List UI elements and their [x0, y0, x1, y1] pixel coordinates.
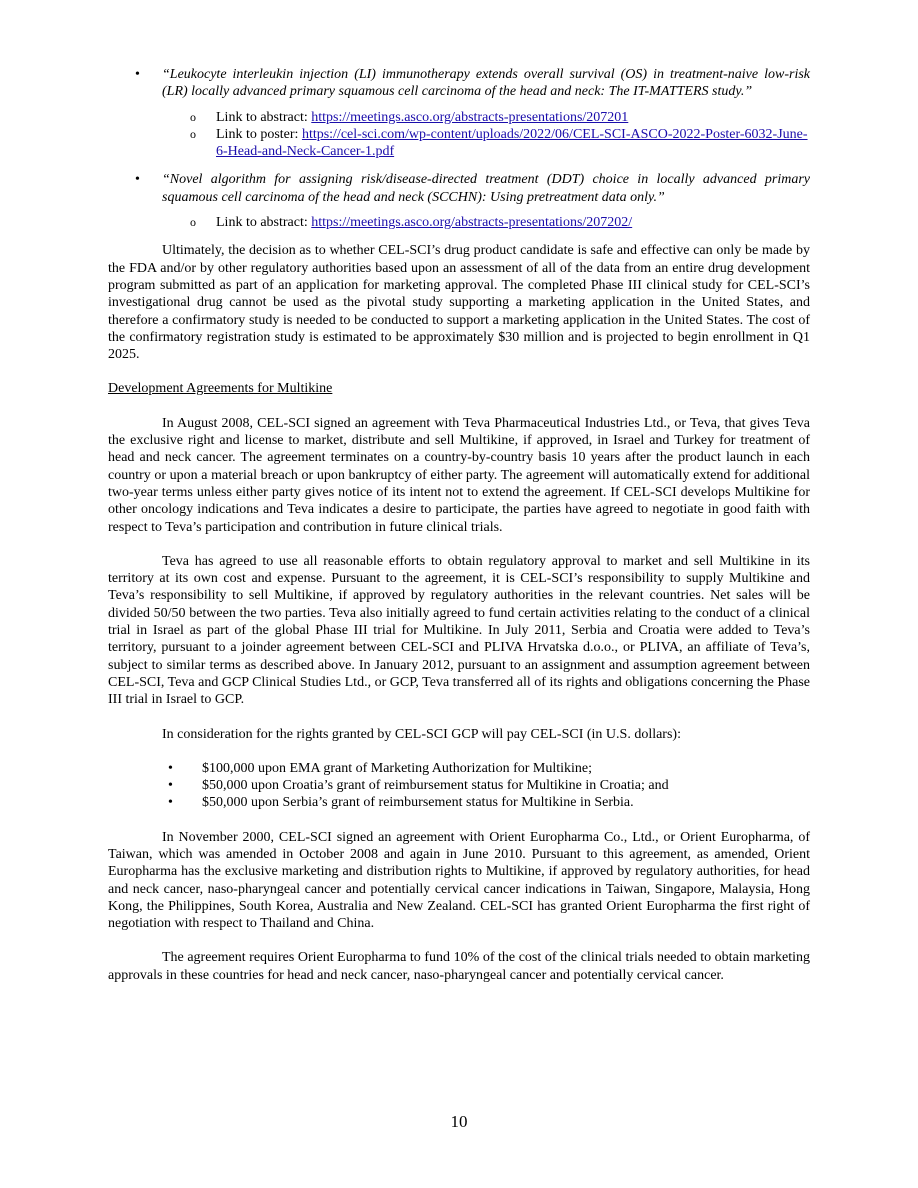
- bullet-icon: •: [168, 760, 173, 776]
- link-item: [162, 214, 810, 231]
- abstract-link[interactable]: https://meetings.asco.org/abstracts-presentations/207202/: [311, 215, 633, 231]
- presentation-item: [108, 66, 810, 160]
- link-item: [162, 126, 810, 161]
- bullet-icon: •: [168, 778, 173, 794]
- section-heading: Development Agreements for Multikine: [108, 381, 333, 397]
- paragraph-teva-obligations: Teva has agreed to use all reasonable efforts to obtain regulatory approval to market and sell Multikine in its territory at its own cost and expense. Pursuant to the agreement, it is CEL-SCI’s responsibility to supply Multikine and Teva’s responsibility to sell Multikine, if approved by regulatory authorities in the relevant countries. Net sales will be divided 50/50 between the two parties. Teva also initially agreed to fund certain activities relating to the conduct of a clinical trial in Israel as part of the global Phase III trial for Multikine. In July 2011, Serbia and Croatia were added to Teva’s territory, pursuant to a joinder agreement between CEL-SCI and PLIVA Hrvatska d.o.o., or PLIVA, an affiliate of Teva’s, subject to similar terms as described above. In January 2012, pursuant to an assignment and assumption agreement between CEL-SCI, Teva and GCP Clinical Studies Ltd., or GCP, Teva transferred all of its rights and obligations concerning the Phase III trial in Israel to GCP.: [108, 553, 810, 708]
- bullet-icon: •: [168, 795, 173, 811]
- bullet-icon: •: [135, 67, 140, 82]
- payment-item: [108, 794, 810, 811]
- abstract-link[interactable]: https://meetings.asco.org/abstracts-presentations/207201: [311, 109, 629, 125]
- page-number: 10: [450, 1112, 468, 1131]
- poster-link[interactable]: https://cel-sci.com/wp-content/uploads/2022/06/CEL-SCI-ASCO-2022-Poster-6032-June-6-Head-and-Neck-Cancer-1.pdf: [216, 126, 808, 160]
- paragraph-fda-approval: Ultimately, the decision as to whether CEL-SCI’s drug product candidate is safe and effective can only be made by the FDA and/or by other regulatory authorities based upon an assessment of all of the data from an entire drug development program submitted as part of an application for marketing approval. The completed Phase III clinical study for CEL-SCI’s investigational drug cannot be used as the pivotal study supporting a marketing application in the United States, and therefore a confirmatory study is needed to be conducted to support a marketing application in the United States. The cost of the confirmatory registration study is estimated to be approximately $30 million and is projected to begin enrollment in Q1 2025.: [108, 243, 810, 363]
- presentation-list: [108, 66, 810, 231]
- paragraph-consideration: In consideration for the rights granted by CEL-SCI GCP will pay CEL-SCI (in U.S. dollars):: [162, 726, 681, 742]
- paragraph-orient-funding: The agreement requires Orient Europharma to fund 10% of the cost of the clinical trials needed to obtain marketing approvals in these countries for head and neck cancer, naso-pharyngeal cancer and potentially cervical cancer.: [108, 950, 810, 983]
- presentation-title: “Novel algorithm for assigning risk/disease-directed treatment (DDT) choice in locally advanced primary squamous cell carcinoma of the head and neck (SCCHN): Using pretreatment data only.”: [162, 172, 810, 205]
- link-label: Link to abstract:: [216, 109, 312, 125]
- link-label: Link to poster:: [216, 126, 302, 142]
- paragraph-teva-agreement: In August 2008, CEL-SCI signed an agreement with Teva Pharmaceutical Industries Ltd., or Teva, that gives Teva the exclusive right and license to market, distribute and sell Multikine, if approved, in Israel and Turkey for treatment of head and neck cancer. The agreement terminates on a country-by-country basis 10 years after the product launch in each country or upon a material breach or upon bankruptcy of either party. The agreement will automatically extend for additional two-year terms unless either party gives notice of its intent not to extend the agreement. If CEL-SCI develops Multikine for other oncology indications and Teva indicates a desire to participate, the parties have agreed to negotiate in good faith with respect to Teva’s participation and contribution in future clinical trials.: [108, 415, 810, 535]
- presentation-item: [108, 171, 810, 231]
- link-list: [162, 214, 810, 231]
- presentation-title: “Leukocyte interleukin injection (LI) immunotherapy extends overall survival (OS) in treatment-naive low-risk (LR) locally advanced primary squamous cell carcinoma of the head and neck: The IT-MATTERS study.”: [162, 67, 810, 100]
- bullet-icon: •: [135, 172, 140, 188]
- link-label: Link to abstract:: [216, 215, 312, 231]
- sub-bullet-icon: o: [190, 126, 196, 141]
- payment-text: $50,000 upon Serbia’s grant of reimbursement status for Multikine in Serbia.: [202, 795, 634, 811]
- payment-text: $100,000 upon EMA grant of Marketing Authorization for Multikine;: [202, 760, 593, 776]
- link-list: [162, 109, 810, 161]
- payment-list: [108, 760, 810, 812]
- payment-text: $50,000 upon Croatia’s grant of reimbursement status for Multikine in Croatia; and: [202, 778, 669, 794]
- sub-bullet-icon: o: [190, 215, 196, 230]
- paragraph-orient-agreement: In November 2000, CEL-SCI signed an agreement with Orient Europharma Co., Ltd., or Orient Europharma, of Taiwan, which was amended in October 2008 and again in June 2010. Pursuant to this agreement, as amended, Orient Europharma has the exclusive marketing and distribution rights to Multikine, if approved by regulatory authorities, for head and neck cancer, naso-pharyngeal cancer and potentially cervical cancer indications in Taiwan, Singapore, Malaysia, Hong Kong, the Philippines, South Korea, Australia and New Zealand. CEL-SCI has granted Orient Europharma the first right of negotiation with respect to Thailand and China.: [108, 829, 810, 932]
- link-item: [162, 109, 810, 126]
- sub-bullet-icon: o: [190, 109, 196, 124]
- payment-item: [108, 777, 810, 794]
- payment-item: [108, 760, 810, 777]
